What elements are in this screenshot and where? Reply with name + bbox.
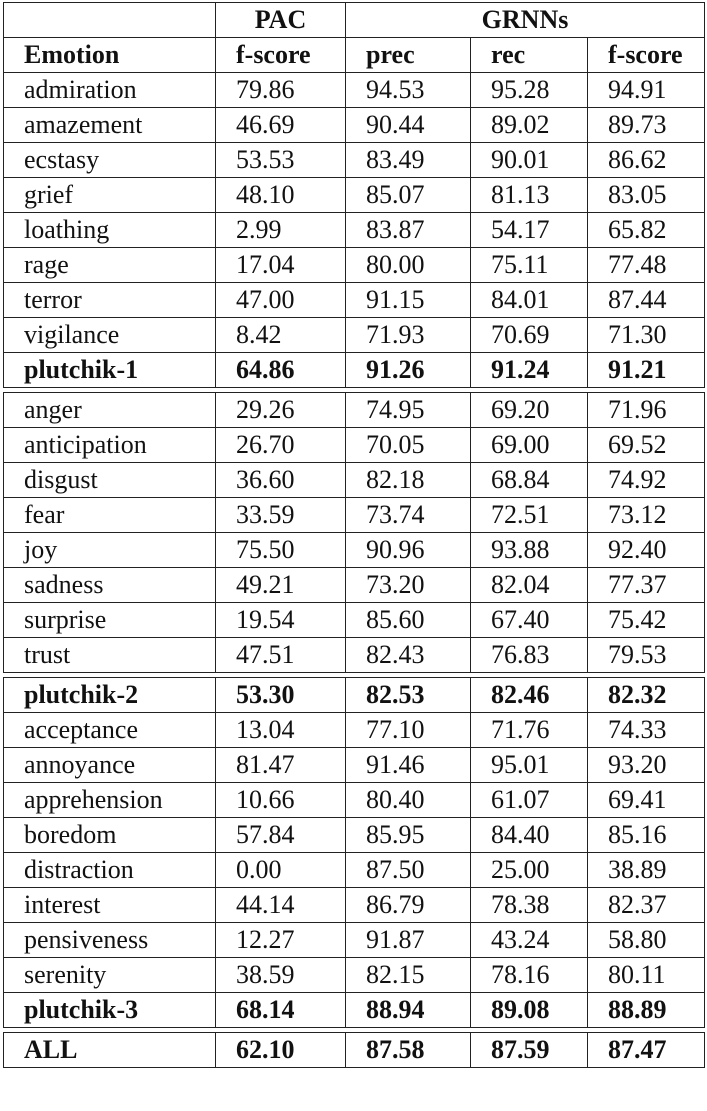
pac-fscore-cell: 12.27 (216, 923, 346, 958)
table-row (4, 318, 705, 353)
rec-cell: 93.88 (471, 533, 588, 568)
table-row (4, 783, 705, 818)
rec-cell: 69.20 (471, 393, 588, 428)
table-row (4, 108, 705, 143)
grnn-fscore-cell: 91.21 (588, 353, 705, 388)
column-header-pac-fscore: f-score (216, 38, 346, 73)
prec-cell: 71.93 (346, 318, 471, 353)
total-row-all (4, 1033, 705, 1068)
table-row (4, 923, 705, 958)
pac-fscore-cell: 49.21 (216, 568, 346, 603)
rec-cell: 78.16 (471, 958, 588, 993)
pac-fscore-cell: 53.53 (216, 143, 346, 178)
pac-fscore-cell: 68.14 (216, 993, 346, 1028)
pac-fscore-cell: 17.04 (216, 248, 346, 283)
emotion-cell: terror (4, 283, 216, 318)
emotion-cell: surprise (4, 603, 216, 638)
rec-cell: 87.59 (471, 1033, 588, 1068)
results-table-container (3, 2, 704, 1068)
rec-cell: 72.51 (471, 498, 588, 533)
emotion-cell: pensiveness (4, 923, 216, 958)
pac-fscore-cell: 0.00 (216, 853, 346, 888)
emotion-cell: plutchik-1 (4, 353, 216, 388)
grnn-fscore-cell: 89.73 (588, 108, 705, 143)
rec-cell: 84.40 (471, 818, 588, 853)
emotion-cell: annoyance (4, 748, 216, 783)
column-header-prec: prec (346, 38, 471, 73)
rec-cell: 70.69 (471, 318, 588, 353)
table-row (4, 818, 705, 853)
grnn-fscore-cell: 77.48 (588, 248, 705, 283)
pac-fscore-cell: 47.51 (216, 638, 346, 673)
table-row (4, 853, 705, 888)
pac-fscore-cell: 64.86 (216, 353, 346, 388)
prec-cell: 90.44 (346, 108, 471, 143)
table-row (4, 393, 705, 428)
rec-cell: 90.01 (471, 143, 588, 178)
grnn-fscore-cell: 94.91 (588, 73, 705, 108)
emotion-cell: amazement (4, 108, 216, 143)
rec-cell: 82.46 (471, 678, 588, 713)
grnn-fscore-cell: 92.40 (588, 533, 705, 568)
rec-cell: 71.76 (471, 713, 588, 748)
column-header-emotion: Emotion (4, 38, 216, 73)
grnn-fscore-cell: 93.20 (588, 748, 705, 783)
rec-cell: 89.08 (471, 993, 588, 1028)
pac-fscore-cell: 48.10 (216, 178, 346, 213)
prec-cell: 90.96 (346, 533, 471, 568)
pac-fscore-cell: 44.14 (216, 888, 346, 923)
grnn-fscore-cell: 74.92 (588, 463, 705, 498)
grnn-fscore-cell: 80.11 (588, 958, 705, 993)
grnn-fscore-cell: 77.37 (588, 568, 705, 603)
pac-fscore-cell: 79.86 (216, 73, 346, 108)
prec-cell: 73.20 (346, 568, 471, 603)
rec-cell: 75.11 (471, 248, 588, 283)
grnn-fscore-cell: 75.42 (588, 603, 705, 638)
emotion-cell: boredom (4, 818, 216, 853)
prec-cell: 74.95 (346, 393, 471, 428)
rec-cell: 95.28 (471, 73, 588, 108)
rec-cell: 78.38 (471, 888, 588, 923)
prec-cell: 85.07 (346, 178, 471, 213)
emotion-cell: fear (4, 498, 216, 533)
pac-fscore-cell: 8.42 (216, 318, 346, 353)
pac-fscore-cell: 47.00 (216, 283, 346, 318)
grnn-fscore-cell: 87.47 (588, 1033, 705, 1068)
emotion-cell: acceptance (4, 713, 216, 748)
emotion-cell: vigilance (4, 318, 216, 353)
prec-cell: 86.79 (346, 888, 471, 923)
table-row (4, 533, 705, 568)
grnn-fscore-cell: 88.89 (588, 993, 705, 1028)
table-row (4, 463, 705, 498)
grnn-fscore-cell: 74.33 (588, 713, 705, 748)
pac-fscore-cell: 38.59 (216, 958, 346, 993)
rec-cell: 25.00 (471, 853, 588, 888)
rec-cell: 76.83 (471, 638, 588, 673)
rec-cell: 84.01 (471, 283, 588, 318)
prec-cell: 85.95 (346, 818, 471, 853)
prec-cell: 87.58 (346, 1033, 471, 1068)
table-row (4, 283, 705, 318)
prec-cell: 91.15 (346, 283, 471, 318)
pac-fscore-cell: 36.60 (216, 463, 346, 498)
emotion-results-table (3, 2, 705, 1068)
table-row (4, 498, 705, 533)
prec-cell: 83.49 (346, 143, 471, 178)
grnn-fscore-cell: 82.32 (588, 678, 705, 713)
group-header-grnns: GRNNs (346, 3, 705, 38)
pac-fscore-cell: 57.84 (216, 818, 346, 853)
rec-cell: 68.84 (471, 463, 588, 498)
rec-cell: 61.07 (471, 783, 588, 818)
pac-fscore-cell: 19.54 (216, 603, 346, 638)
prec-cell: 82.18 (346, 463, 471, 498)
emotion-cell: anticipation (4, 428, 216, 463)
rec-cell: 67.40 (471, 603, 588, 638)
pac-fscore-cell: 81.47 (216, 748, 346, 783)
prec-cell: 94.53 (346, 73, 471, 108)
emotion-cell: ecstasy (4, 143, 216, 178)
prec-cell: 77.10 (346, 713, 471, 748)
pac-fscore-cell: 2.99 (216, 213, 346, 248)
column-header-grnn-fscore: f-score (588, 38, 705, 73)
grnn-fscore-cell: 71.96 (588, 393, 705, 428)
prec-cell: 91.87 (346, 923, 471, 958)
rec-cell: 69.00 (471, 428, 588, 463)
rec-cell: 81.13 (471, 178, 588, 213)
grnn-fscore-cell: 58.80 (588, 923, 705, 958)
rec-cell: 82.04 (471, 568, 588, 603)
prec-cell: 88.94 (346, 993, 471, 1028)
table-row (4, 178, 705, 213)
prec-cell: 82.53 (346, 678, 471, 713)
prec-cell: 85.60 (346, 603, 471, 638)
emotion-cell: apprehension (4, 783, 216, 818)
pac-fscore-cell: 75.50 (216, 533, 346, 568)
pac-fscore-cell: 13.04 (216, 713, 346, 748)
emotion-cell: anger (4, 393, 216, 428)
emotion-cell: grief (4, 178, 216, 213)
pac-fscore-cell: 53.30 (216, 678, 346, 713)
grnn-fscore-cell: 85.16 (588, 818, 705, 853)
table-row (4, 888, 705, 923)
pac-fscore-cell: 26.70 (216, 428, 346, 463)
rec-cell: 43.24 (471, 923, 588, 958)
summary-row-plutchik-1 (4, 353, 705, 388)
emotion-cell: rage (4, 248, 216, 283)
table-row (4, 958, 705, 993)
pac-fscore-cell: 62.10 (216, 1033, 346, 1068)
summary-row-plutchik-2 (4, 678, 705, 713)
emotion-cell: trust (4, 638, 216, 673)
column-header-rec: rec (471, 38, 588, 73)
rec-cell: 95.01 (471, 748, 588, 783)
rec-cell: 89.02 (471, 108, 588, 143)
table-row (4, 748, 705, 783)
emotion-cell: admiration (4, 73, 216, 108)
rec-cell: 91.24 (471, 353, 588, 388)
grnn-fscore-cell: 69.41 (588, 783, 705, 818)
emotion-cell: serenity (4, 958, 216, 993)
emotion-cell: sadness (4, 568, 216, 603)
summary-row-plutchik-3 (4, 993, 705, 1028)
pac-fscore-cell: 29.26 (216, 393, 346, 428)
emotion-cell: plutchik-3 (4, 993, 216, 1028)
prec-cell: 83.87 (346, 213, 471, 248)
group-header-pac: PAC (216, 3, 346, 38)
grnn-fscore-cell: 69.52 (588, 428, 705, 463)
prec-cell: 80.40 (346, 783, 471, 818)
pac-fscore-cell: 46.69 (216, 108, 346, 143)
table-row (4, 568, 705, 603)
pac-fscore-cell: 33.59 (216, 498, 346, 533)
table-row (4, 713, 705, 748)
table-row (4, 638, 705, 673)
grnn-fscore-cell: 82.37 (588, 888, 705, 923)
prec-cell: 70.05 (346, 428, 471, 463)
prec-cell: 91.26 (346, 353, 471, 388)
table-body (4, 73, 705, 1068)
table-row (4, 428, 705, 463)
grnn-fscore-cell: 86.62 (588, 143, 705, 178)
grnn-fscore-cell: 83.05 (588, 178, 705, 213)
column-header-row (4, 38, 705, 73)
emotion-cell: disgust (4, 463, 216, 498)
prec-cell: 73.74 (346, 498, 471, 533)
prec-cell: 82.43 (346, 638, 471, 673)
grnn-fscore-cell: 79.53 (588, 638, 705, 673)
table-row (4, 213, 705, 248)
rec-cell: 54.17 (471, 213, 588, 248)
emotion-cell: loathing (4, 213, 216, 248)
grnn-fscore-cell: 65.82 (588, 213, 705, 248)
table-row (4, 73, 705, 108)
group-header-row (4, 3, 705, 38)
emotion-cell: joy (4, 533, 216, 568)
table-row (4, 143, 705, 178)
grnn-fscore-cell: 87.44 (588, 283, 705, 318)
prec-cell: 82.15 (346, 958, 471, 993)
prec-cell: 91.46 (346, 748, 471, 783)
prec-cell: 87.50 (346, 853, 471, 888)
emotion-cell: plutchik-2 (4, 678, 216, 713)
emotion-cell: distraction (4, 853, 216, 888)
grnn-fscore-cell: 38.89 (588, 853, 705, 888)
emotion-cell: interest (4, 888, 216, 923)
group-header-empty (4, 3, 216, 38)
pac-fscore-cell: 10.66 (216, 783, 346, 818)
emotion-cell: ALL (4, 1033, 216, 1068)
grnn-fscore-cell: 73.12 (588, 498, 705, 533)
prec-cell: 80.00 (346, 248, 471, 283)
table-row (4, 603, 705, 638)
table-row (4, 248, 705, 283)
grnn-fscore-cell: 71.30 (588, 318, 705, 353)
